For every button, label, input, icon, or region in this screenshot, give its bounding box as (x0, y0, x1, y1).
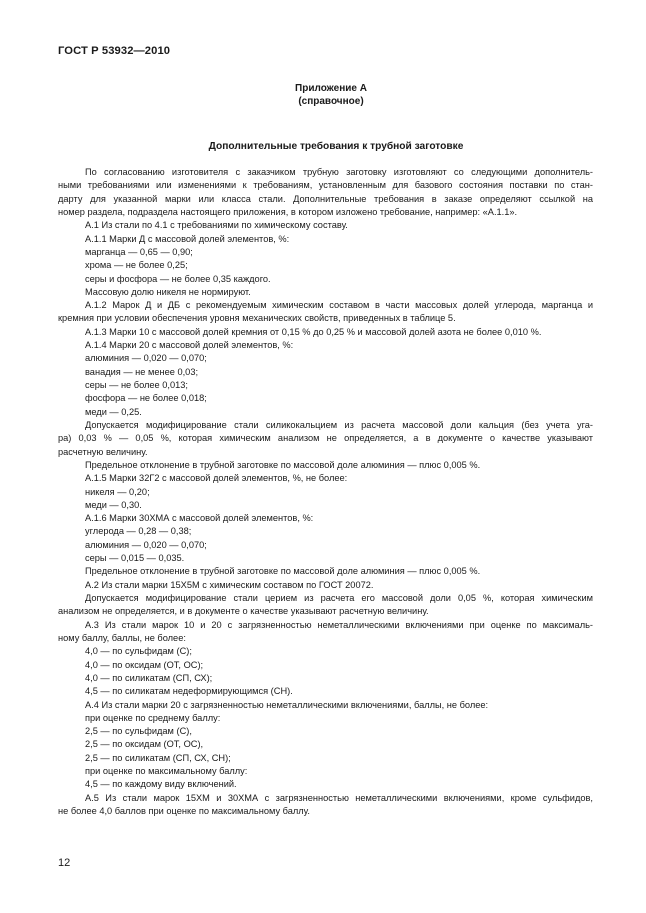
text-line: кремния при условии обеспечения уровня механических свойств, приведенных в таблице 5. (58, 313, 456, 324)
text-line: 2,5 — по силикатам (СП, СХ, СН); (85, 752, 231, 763)
text-line: меди — 0,25. (85, 406, 142, 417)
text-line: алюминия — 0,020 — 0,070; (85, 353, 207, 364)
text-line: 4,5 — по каждому виду включений. (85, 779, 237, 790)
text-line: расчетную величину. (58, 446, 148, 457)
text-line: А.5 Из стали марок 15ХМ и 30ХМА с загрязненностью неметаллическими включениями, кроме сульфидов, (85, 792, 593, 803)
page-number: 12 (58, 857, 71, 869)
text-line: при оценке по среднему баллу: (85, 712, 221, 723)
text-line: Предельное отклонение в трубной заготовке по массовой доле алюминия — плюс 0,005 %. (85, 459, 481, 470)
text-line: 2,5 — по сульфидам (С), (85, 726, 192, 737)
text-line: А.1.5 Марки 32Г2 с массовой долей элементов, %, не более: (85, 473, 348, 484)
text-line: А.1.1 Марки Д с массовой долей элементов, %: (85, 233, 290, 244)
text-line: ному баллу, баллы, не более: (58, 632, 186, 643)
text-line: хрома — не более 0,25; (85, 260, 188, 271)
appendix-heading (0, 82, 646, 108)
text-line: А.3 Из стали марок 10 и 20 с загрязненностью неметаллическими включениями при оценке по максималь- (85, 619, 593, 630)
body-text (58, 166, 593, 818)
text-line: алюминия — 0,020 — 0,070; (85, 539, 207, 550)
text-line: А.1.6 Марки 30ХМА с массовой долей элементов, %: (85, 513, 314, 524)
text-line: номер раздела, подраздела настоящего приложения, в котором изложено требование, например: «А.1.1». (58, 206, 518, 217)
text-line: А.1.4 Марки 20 с массовой долей элементов, %: (85, 340, 294, 351)
text-line: А.1 Из стали по 4.1 с требованиями по химическому составу. (85, 220, 348, 231)
text-line: А.2 Из стали марки 15Х5М с химическим составом по ГОСТ 20072. (85, 579, 374, 590)
text-line: не более 4,0 баллов при оценке по максимальному баллу. (58, 806, 310, 816)
text-line: 2,5 — по оксидам (ОТ, ОС), (85, 739, 204, 750)
text-line: анализом не определяется, и в документе о качестве указывают расчетную величину. (58, 606, 429, 617)
text-line: ра) 0,03 % — 0,05 %, которая химическим анализом не определяется, а в документе о качестве указывают (58, 433, 593, 444)
text-line: Массовую долю никеля не нормируют. (85, 286, 251, 297)
text-line: 4,5 — по силикатам недеформирующимся (СН). (85, 686, 293, 697)
text-line: А.1.3 Марки 10 с массовой долей кремния от 0,15 % до 0,25 % и массовой долей азота не более 0,010 %. (85, 326, 542, 337)
text-line: углерода — 0,28 — 0,38; (85, 526, 192, 537)
text-line: По согласованию изготовителя с заказчиком трубную заготовку изготовляют со следующими дополнитель- (85, 167, 593, 177)
text-line: 4,0 — по оксидам (ОТ, ОС); (85, 659, 204, 670)
text-line: марганца — 0,65 — 0,90; (85, 246, 193, 257)
text-line: А.1.2 Марок Д и ДБ с рекомендуемым химическим составом в части массовых долей углерода, марганца и (85, 300, 593, 311)
text-line: дарту для указанной марки или класса стали. Дополнительные требования в заказе определяют ссылкой на (58, 193, 593, 204)
text-line: Допускается модифицирование стали церием из расчета его массовой доли 0,05 %, которая химическим (85, 593, 593, 603)
text-line: ванадия — не менее 0,03; (85, 366, 199, 377)
text-line: Предельное отклонение в трубной заготовке по массовой доле алюминия — плюс 0,005 %. (85, 566, 481, 577)
text-line: серы и фосфора — не более 0,35 каждого. (85, 273, 271, 284)
text-line: 4,0 — по сульфидам (С); (85, 646, 192, 657)
text-line: 4,0 — по силикатам (СП, СХ); (85, 672, 213, 683)
text-line: ными требованиями или изменениями к требованиям, установленным для базового состояния поставки по стан- (58, 180, 593, 191)
standard-designation: ГОСТ Р 53932—2010 (58, 45, 171, 57)
text-line: А.4 Из стали марки 20 с загрязненностью неметаллическими включениями, баллы, не более: (85, 699, 489, 710)
text-line: при оценке по максимальному баллу: (85, 766, 248, 777)
text-line: меди — 0,30. (85, 499, 142, 510)
text-line: серы — не более 0,013; (85, 380, 188, 390)
text-line: Допускается модифицирование стали силикокальцием из расчета массовой доли кальция (без учета уга- (85, 419, 593, 430)
text-line: фосфора — не более 0,018; (85, 393, 207, 404)
appendix-subtitle: (справочное) (298, 96, 364, 107)
appendix-title: Приложение А (295, 83, 367, 94)
text-line: серы — 0,015 — 0,035. (85, 553, 185, 564)
text-line: никеля — 0,20; (85, 486, 150, 497)
section-title: Дополнительные требования к трубной заготовке (208, 141, 464, 152)
